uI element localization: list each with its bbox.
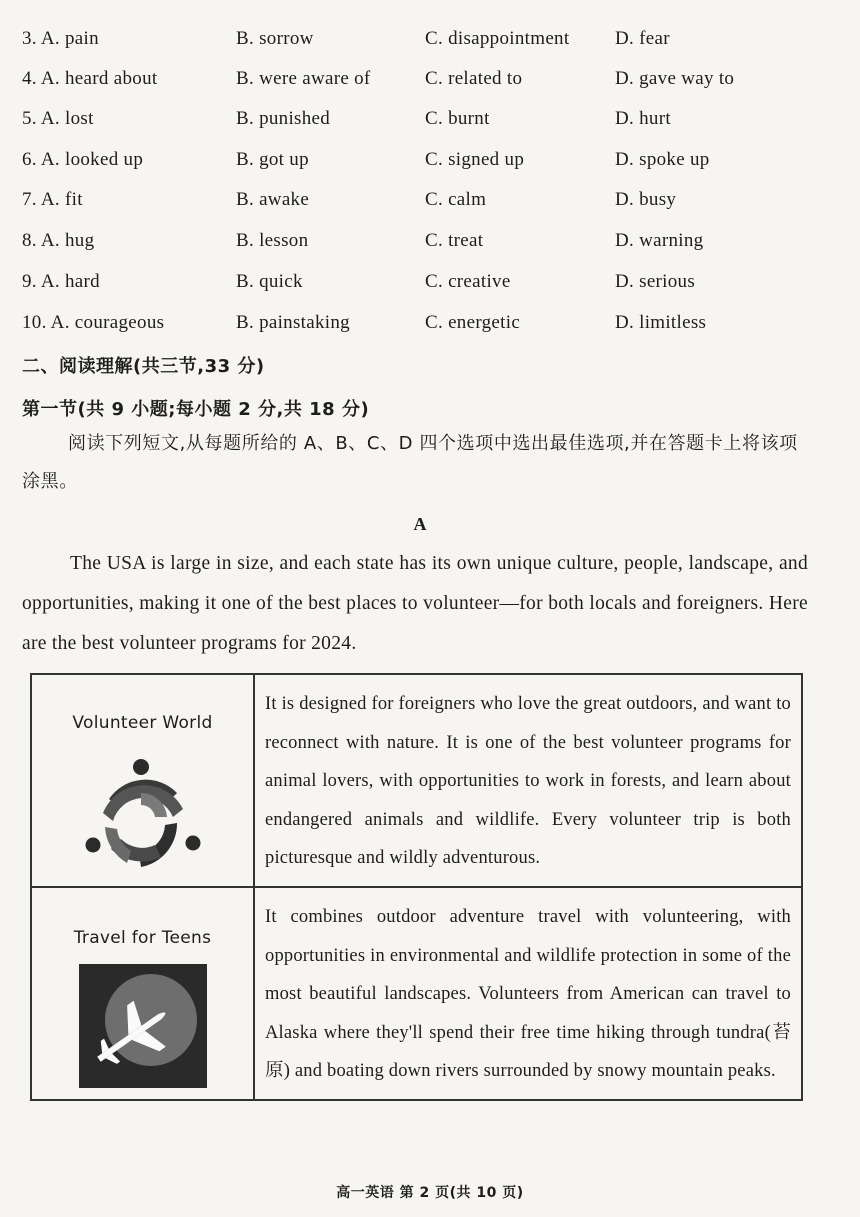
- option-a: 5. A. lost: [22, 108, 94, 129]
- program-name-cell: [31, 674, 254, 887]
- passage-label: A: [413, 514, 427, 534]
- option-a: 9. A. hard: [22, 271, 100, 292]
- option-a: 4. A. heard about: [22, 68, 158, 89]
- program-name-cell: [31, 887, 254, 1100]
- option-d: D. fear: [615, 28, 670, 49]
- option-a: 8. A. hug: [22, 230, 95, 251]
- option-row-10: [0, 312, 860, 342]
- option-b: B. lesson: [236, 230, 309, 251]
- option-c: C. burnt: [425, 108, 490, 129]
- option-d: D. limitless: [615, 312, 707, 333]
- option-d: D. serious: [615, 271, 696, 292]
- option-c: C. creative: [425, 271, 511, 292]
- section-title: 二、阅读理解(共三节,33 分): [22, 356, 265, 377]
- instructions: 阅读下列短文,从每题所给的 A、B、C、D 四个选项中选出最佳选项,并在答题卡上将该项涂黑。: [22, 433, 798, 492]
- option-d: D. hurt: [615, 108, 671, 129]
- option-b: B. got up: [236, 149, 309, 170]
- option-row-6: [0, 149, 860, 179]
- option-b: B. were aware of: [236, 68, 371, 89]
- option-d: D. warning: [615, 230, 704, 251]
- program-description: It combines outdoor adventure travel with volunteering, with opportunities in environmental and wildlife protection in some of the most beautiful landscapes. Volunteers from American can travel to Alaska where they'll spend their free time hiking through tundra(苔原) and boating down rivers surrounded by snowy mountain peaks.: [254, 887, 802, 1100]
- option-c: C. energetic: [425, 312, 521, 333]
- part-title: 第一节(共 9 小题;每小题 2 分,共 18 分): [22, 399, 370, 420]
- option-c: C. disappointment: [425, 28, 570, 49]
- programs-table: [30, 673, 803, 1101]
- program-name: Travel for Teens: [73, 927, 212, 948]
- option-d: D. spoke up: [615, 149, 710, 170]
- option-a: 10. A. courageous: [22, 312, 165, 333]
- option-b: B. painstaking: [236, 312, 350, 333]
- option-a: 6. A. looked up: [22, 149, 144, 170]
- option-b: B. punished: [236, 108, 331, 129]
- option-c: C. related to: [425, 68, 523, 89]
- option-c: C. calm: [425, 189, 487, 210]
- option-d: D. gave way to: [615, 68, 735, 89]
- option-row-7: [0, 189, 860, 219]
- option-a: 7. A. fit: [22, 189, 83, 210]
- option-row-8: [0, 230, 860, 260]
- option-c: C. treat: [425, 230, 484, 251]
- option-row-9: [0, 271, 860, 301]
- option-row-4: [0, 68, 860, 98]
- program-name: Volunteer World: [72, 713, 213, 733]
- option-d: D. busy: [615, 189, 677, 210]
- page-footer: 高一英语 第 2 页(共 10 页): [336, 1185, 524, 1201]
- option-row-5: [0, 108, 860, 138]
- program-description: It is designed for foreigners who love the great outdoors, and want to reconnect with nature. It is one of the best volunteer programs for animal lovers, with opportunities to work in forests, and learn about endangered animals and wildlife. Every volunteer trip is both picturesque and wildly adventurous.: [254, 674, 802, 887]
- three-figure-circle-logo-icon: [81, 757, 205, 882]
- program-row: [31, 674, 802, 887]
- program-row: [31, 887, 802, 1100]
- passage-intro: The USA is large in size, and each state has its own unique culture, people, landscape, and opportunities, making it one of the best places to volunteer—for both locals and foreigners. Here are the best volunteer programs for 2024.: [22, 553, 808, 654]
- option-b: B. quick: [236, 271, 303, 292]
- option-b: B. awake: [236, 189, 310, 210]
- option-b: B. sorrow: [236, 28, 314, 49]
- airplane-logo-icon: [79, 964, 207, 1093]
- option-c: C. signed up: [425, 149, 525, 170]
- option-row-3: [0, 28, 860, 58]
- option-a: 3. A. pain: [22, 28, 99, 49]
